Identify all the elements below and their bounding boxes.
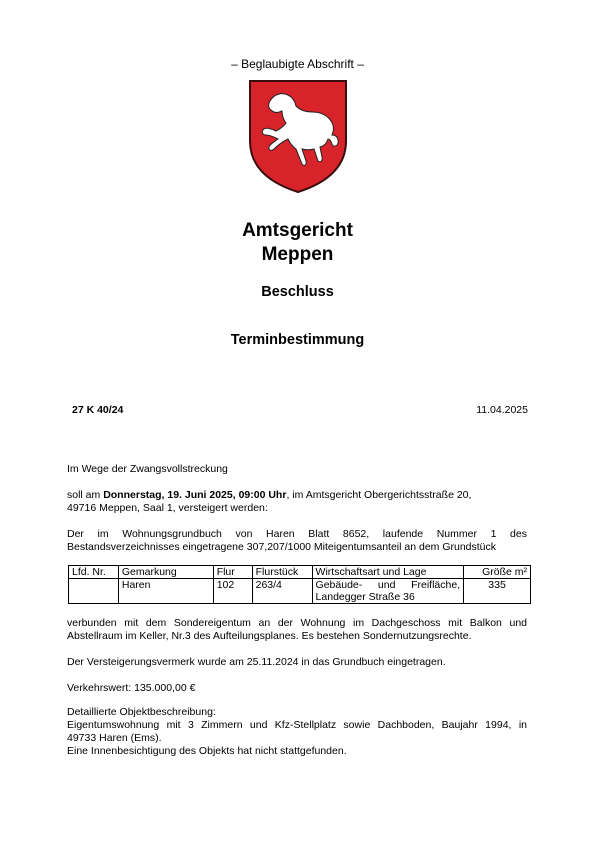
col-header-wirtschaftsart: Wirtschaftsart und Lage [312,566,464,579]
court-name [0,219,595,267]
schedule-paragraph [67,489,527,515]
cell-lfd-nr [69,579,119,604]
lower-saxony-horse-crest-icon [248,79,348,194]
auction-note: Der Versteigerungsvermerk wurde am 25.11.2024 in das Grundbuch eingetragen. [67,656,446,668]
register-line2: Bestandsverzeichnisses eingetragene 307,207/1000 Miteigentumsanteil an dem Grundstück [67,541,497,553]
col-header-flurstueck: Flurstück [252,566,312,579]
description-label: Detaillierte Objektbeschreibung: [67,706,216,718]
cell-wirtschaftsart-line1: Gebäude- und Freifläche, [315,579,461,591]
cell-gemarkung: Haren [118,579,213,604]
court-name-line2: Meppen [261,244,334,265]
col-header-lfd-nr: Lfd. Nr. [69,566,119,579]
inspection-note: Eine Innenbesichtigung des Objekts hat nicht stattgefunden. [67,745,347,757]
connected-line2: Abstellraum im Keller, Nr.3 des Aufteilungsplanes. Es bestehen Sondernutzungsrechte. [67,630,472,642]
description-line2: 49733 Haren (Ems). [67,732,162,744]
court-name-line1: Amtsgericht [242,220,353,241]
description-paragraph [67,706,527,758]
document-type: Beschluss [261,284,334,300]
col-header-flur: Flur [213,566,252,579]
table-row [69,579,531,604]
intro-text: Im Wege der Zwangsvollstreckung [67,463,228,475]
property-table [68,565,531,604]
schedule-suffix: , im Amtsgericht Obergerichtsstraße 20, [286,489,472,501]
case-number: 27 K 40/24 [72,404,124,416]
register-line1: Der im Wohnungsgrundbuch von Haren Blatt 8652, laufende Nummer 1 des [67,528,527,540]
cell-groesse: 335 [464,579,531,604]
col-header-gemarkung: Gemarkung [118,566,213,579]
document-title: Terminbestimmung [230,332,365,348]
certified-copy-note: – Beglaubigte Abschrift – [231,57,364,71]
description-line1: Eigentumswohnung mit 3 Zimmern und Kfz-Stellplatz sowie Dachboden, Baujahr 1994, in [67,719,527,731]
connected-line1: verbunden mit dem Sondereigentum an der Wohnung im Dachgeschoss mit Balkon und [67,617,527,629]
connected-paragraph [67,617,527,643]
register-paragraph [67,528,527,554]
auction-datetime: Donnerstag, 19. Juni 2025, 09:00 Uhr [103,489,287,501]
schedule-line2: 49716 Meppen, Saal 1, versteigert werden: [67,502,268,514]
cell-wirtschaftsart [312,579,464,604]
schedule-prefix: soll am [67,489,104,501]
schedule-line1 [67,489,527,502]
col-header-groesse: Größe m² [464,566,531,579]
document-date: 11.04.2025 [476,404,528,416]
cell-flur: 102 [213,579,252,604]
market-value: Verkehrswert: 135.000,00 € [67,682,196,694]
cell-wirtschaftsart-line2: Landegger Straße 36 [315,591,415,603]
cell-flurstueck: 263/4 [252,579,312,604]
table-header-row [69,566,531,579]
